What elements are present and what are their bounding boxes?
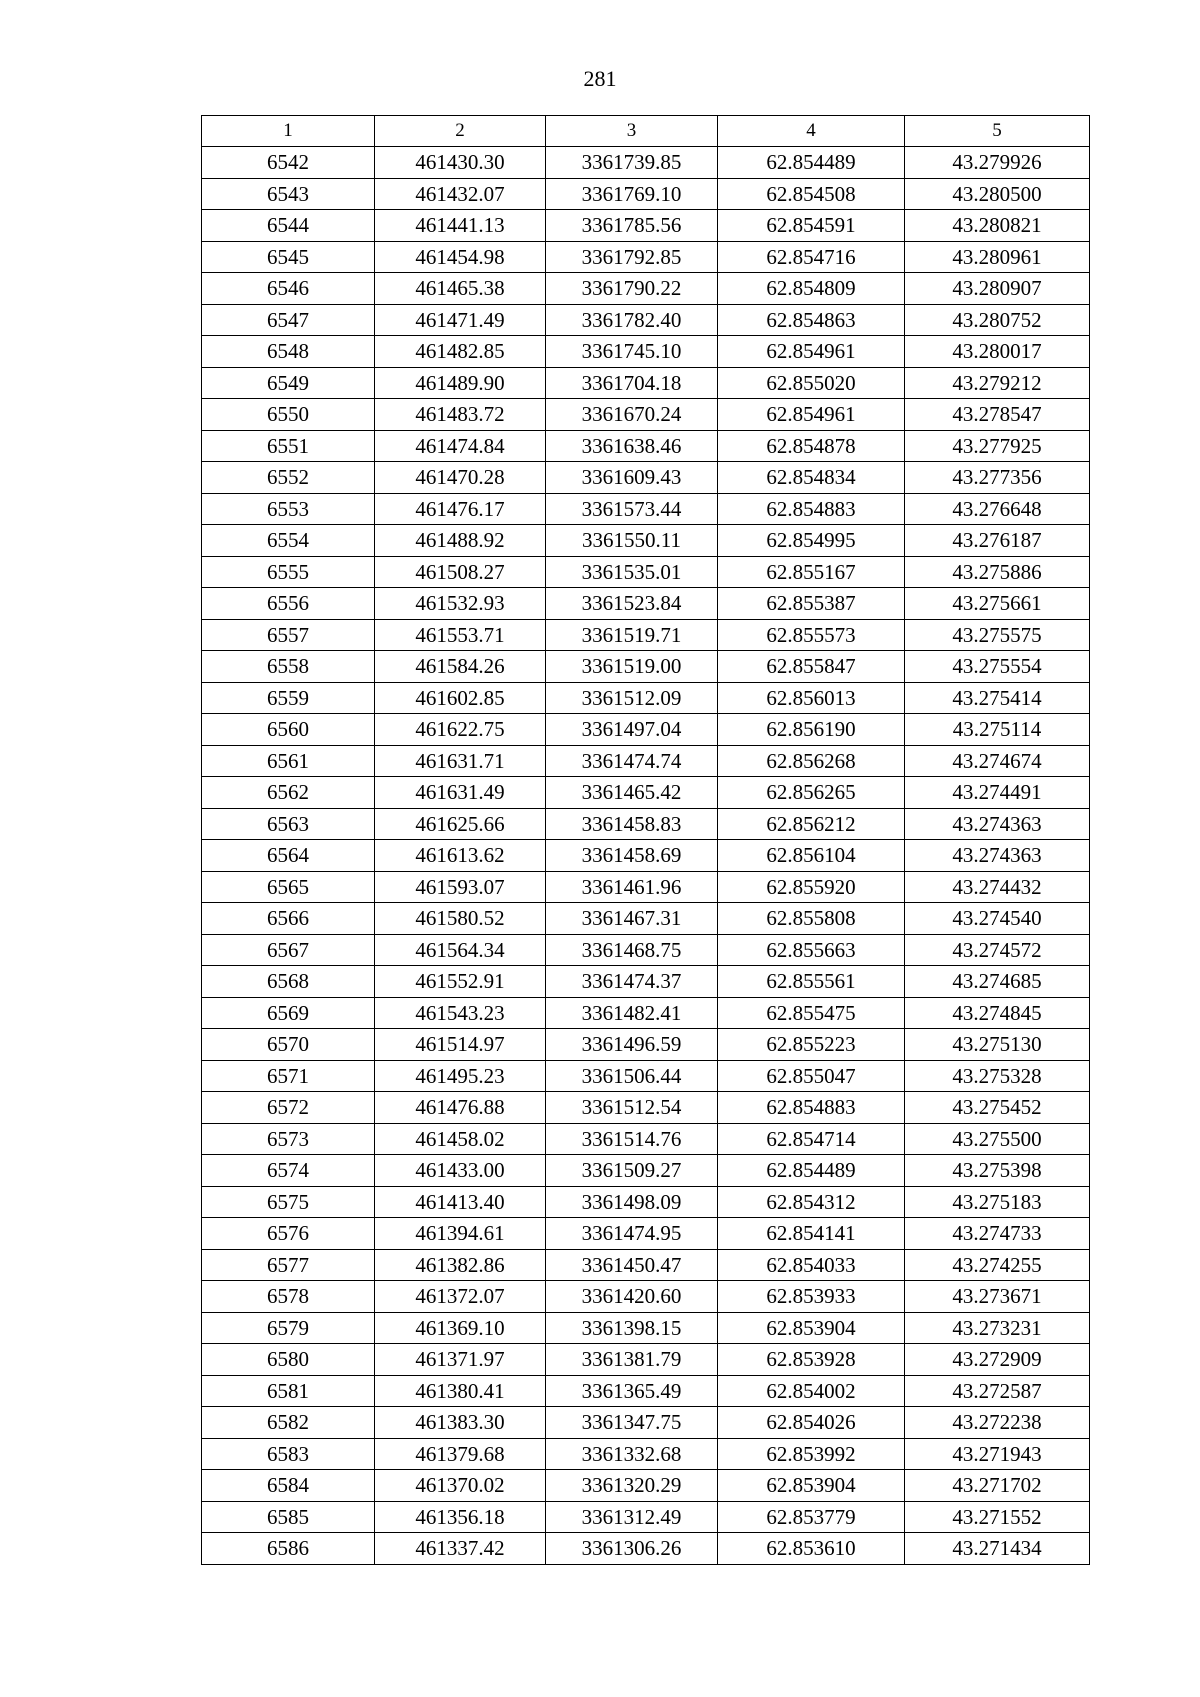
table-cell-col-1: 6549 — [202, 367, 375, 399]
table-cell-col-4: 62.854026 — [718, 1407, 905, 1439]
table-cell-col-5: 43.273231 — [905, 1312, 1090, 1344]
table-row — [202, 651, 1090, 683]
table-row — [202, 1092, 1090, 1124]
table-row — [202, 273, 1090, 305]
table-cell-col-1: 6543 — [202, 178, 375, 210]
table-row — [202, 210, 1090, 242]
table-cell-col-2: 461465.38 — [375, 273, 546, 305]
table-cell-col-2: 461613.62 — [375, 840, 546, 872]
table-cell-col-1: 6579 — [202, 1312, 375, 1344]
table-cell-col-2: 461514.97 — [375, 1029, 546, 1061]
table-row — [202, 1218, 1090, 1250]
table-cell-col-4: 62.854834 — [718, 462, 905, 494]
table-cell-col-2: 461337.42 — [375, 1533, 546, 1565]
table-cell-col-2: 461441.13 — [375, 210, 546, 242]
table-cell-col-2: 461371.97 — [375, 1344, 546, 1376]
table-cell-col-4: 62.854961 — [718, 336, 905, 368]
table-cell-col-4: 62.853933 — [718, 1281, 905, 1313]
table-row — [202, 1186, 1090, 1218]
table-cell-col-1: 6578 — [202, 1281, 375, 1313]
table-cell-col-1: 6577 — [202, 1249, 375, 1281]
table-cell-col-2: 461432.07 — [375, 178, 546, 210]
table-cell-col-3: 3361332.68 — [546, 1438, 718, 1470]
table-cell-col-1: 6576 — [202, 1218, 375, 1250]
table-cell-col-3: 3361468.75 — [546, 934, 718, 966]
table-cell-col-4: 62.854883 — [718, 1092, 905, 1124]
table-cell-col-5: 43.275398 — [905, 1155, 1090, 1187]
table-cell-col-4: 62.854508 — [718, 178, 905, 210]
table-cell-col-2: 461532.93 — [375, 588, 546, 620]
column-header-3: 3 — [546, 116, 718, 147]
table-cell-col-4: 62.855223 — [718, 1029, 905, 1061]
table-row — [202, 966, 1090, 998]
table-cell-col-5: 43.280821 — [905, 210, 1090, 242]
table-cell-col-5: 43.276187 — [905, 525, 1090, 557]
table-row — [202, 777, 1090, 809]
table-cell-col-5: 43.274845 — [905, 997, 1090, 1029]
table-row — [202, 1060, 1090, 1092]
table-body — [202, 147, 1090, 1565]
table-cell-col-4: 62.856212 — [718, 808, 905, 840]
table-row — [202, 430, 1090, 462]
table-row — [202, 619, 1090, 651]
table-cell-col-1: 6570 — [202, 1029, 375, 1061]
table-cell-col-3: 3361498.09 — [546, 1186, 718, 1218]
table-cell-col-4: 62.856190 — [718, 714, 905, 746]
table-cell-col-2: 461382.86 — [375, 1249, 546, 1281]
table-cell-col-2: 461454.98 — [375, 241, 546, 273]
table-cell-col-4: 62.854995 — [718, 525, 905, 557]
table-cell-col-1: 6575 — [202, 1186, 375, 1218]
header-row — [202, 116, 1090, 147]
table-cell-col-1: 6573 — [202, 1123, 375, 1155]
table-cell-col-4: 62.854033 — [718, 1249, 905, 1281]
table-cell-col-1: 6551 — [202, 430, 375, 462]
table-cell-col-5: 43.274674 — [905, 745, 1090, 777]
table-row — [202, 178, 1090, 210]
table-cell-col-3: 3361465.42 — [546, 777, 718, 809]
table-row — [202, 682, 1090, 714]
table-cell-col-1: 6567 — [202, 934, 375, 966]
table-row — [202, 1344, 1090, 1376]
column-header-1: 1 — [202, 116, 375, 147]
table-row — [202, 1029, 1090, 1061]
table-cell-col-1: 6582 — [202, 1407, 375, 1439]
table-cell-col-1: 6585 — [202, 1501, 375, 1533]
table-cell-col-2: 461584.26 — [375, 651, 546, 683]
table-cell-col-5: 43.274540 — [905, 903, 1090, 935]
table-cell-col-3: 3361792.85 — [546, 241, 718, 273]
table-cell-col-3: 3361474.74 — [546, 745, 718, 777]
table-cell-col-1: 6554 — [202, 525, 375, 557]
table-cell-col-4: 62.856013 — [718, 682, 905, 714]
table-cell-col-1: 6558 — [202, 651, 375, 683]
table-cell-col-3: 3361670.24 — [546, 399, 718, 431]
table-cell-col-4: 62.854863 — [718, 304, 905, 336]
table-cell-col-5: 43.275183 — [905, 1186, 1090, 1218]
table-cell-col-1: 6556 — [202, 588, 375, 620]
table-cell-col-1: 6565 — [202, 871, 375, 903]
table-row — [202, 525, 1090, 557]
table-row — [202, 1155, 1090, 1187]
table-cell-col-3: 3361458.83 — [546, 808, 718, 840]
table-cell-col-1: 6546 — [202, 273, 375, 305]
table-cell-col-2: 461430.30 — [375, 147, 546, 179]
table-cell-col-3: 3361506.44 — [546, 1060, 718, 1092]
table-cell-col-5: 43.280500 — [905, 178, 1090, 210]
table-cell-col-2: 461372.07 — [375, 1281, 546, 1313]
table-cell-col-4: 62.854961 — [718, 399, 905, 431]
table-cell-col-5: 43.277356 — [905, 462, 1090, 494]
table-cell-col-1: 6572 — [202, 1092, 375, 1124]
table-cell-col-5: 43.274432 — [905, 871, 1090, 903]
table-cell-col-1: 6583 — [202, 1438, 375, 1470]
table-cell-col-3: 3361497.04 — [546, 714, 718, 746]
table-cell-col-3: 3361512.54 — [546, 1092, 718, 1124]
table-cell-col-1: 6557 — [202, 619, 375, 651]
table-cell-col-5: 43.274733 — [905, 1218, 1090, 1250]
table-header — [202, 116, 1090, 147]
table-cell-col-1: 6560 — [202, 714, 375, 746]
table-cell-col-2: 461580.52 — [375, 903, 546, 935]
table-cell-col-5: 43.275575 — [905, 619, 1090, 651]
table-row — [202, 1312, 1090, 1344]
table-cell-col-2: 461383.30 — [375, 1407, 546, 1439]
table-cell-col-2: 461471.49 — [375, 304, 546, 336]
table-cell-col-2: 461394.61 — [375, 1218, 546, 1250]
table-cell-col-4: 62.854489 — [718, 147, 905, 179]
table-cell-col-2: 461379.68 — [375, 1438, 546, 1470]
table-cell-col-2: 461380.41 — [375, 1375, 546, 1407]
table-cell-col-4: 62.853904 — [718, 1470, 905, 1502]
table-cell-col-5: 43.272238 — [905, 1407, 1090, 1439]
table-row — [202, 714, 1090, 746]
table-cell-col-4: 62.855561 — [718, 966, 905, 998]
table-cell-col-4: 62.855663 — [718, 934, 905, 966]
table-row — [202, 493, 1090, 525]
table-row — [202, 462, 1090, 494]
table-row — [202, 1281, 1090, 1313]
table-cell-col-3: 3361745.10 — [546, 336, 718, 368]
table-row — [202, 399, 1090, 431]
column-header-2: 2 — [375, 116, 546, 147]
table-cell-col-3: 3361550.11 — [546, 525, 718, 557]
table-row — [202, 336, 1090, 368]
table-cell-col-3: 3361523.84 — [546, 588, 718, 620]
table-cell-col-4: 62.853779 — [718, 1501, 905, 1533]
table-cell-col-2: 461631.71 — [375, 745, 546, 777]
table-cell-col-4: 62.854809 — [718, 273, 905, 305]
table-cell-col-2: 461631.49 — [375, 777, 546, 809]
table-row — [202, 840, 1090, 872]
table-cell-col-1: 6568 — [202, 966, 375, 998]
table-cell-col-3: 3361514.76 — [546, 1123, 718, 1155]
table-cell-col-4: 62.856265 — [718, 777, 905, 809]
table-cell-col-3: 3361474.95 — [546, 1218, 718, 1250]
table-row — [202, 556, 1090, 588]
table-row — [202, 1123, 1090, 1155]
table-cell-col-3: 3361312.49 — [546, 1501, 718, 1533]
table-cell-col-5: 43.280017 — [905, 336, 1090, 368]
table-cell-col-5: 43.277925 — [905, 430, 1090, 462]
table-row — [202, 1438, 1090, 1470]
table-cell-col-5: 43.275500 — [905, 1123, 1090, 1155]
table-cell-col-5: 43.275328 — [905, 1060, 1090, 1092]
table-cell-col-3: 3361306.26 — [546, 1533, 718, 1565]
table-cell-col-2: 461482.85 — [375, 336, 546, 368]
table-cell-col-1: 6561 — [202, 745, 375, 777]
table-cell-col-4: 62.854489 — [718, 1155, 905, 1187]
table-cell-col-5: 43.280752 — [905, 304, 1090, 336]
table-cell-col-2: 461622.75 — [375, 714, 546, 746]
table-cell-col-4: 62.855167 — [718, 556, 905, 588]
table-cell-col-4: 62.855847 — [718, 651, 905, 683]
table-cell-col-1: 6586 — [202, 1533, 375, 1565]
table-cell-col-5: 43.275661 — [905, 588, 1090, 620]
table-cell-col-3: 3361739.85 — [546, 147, 718, 179]
table-row — [202, 241, 1090, 273]
table-row — [202, 934, 1090, 966]
table-cell-col-1: 6552 — [202, 462, 375, 494]
table-cell-col-5: 43.272587 — [905, 1375, 1090, 1407]
table-cell-col-3: 3361769.10 — [546, 178, 718, 210]
table-cell-col-2: 461489.90 — [375, 367, 546, 399]
table-cell-col-1: 6545 — [202, 241, 375, 273]
table-cell-col-3: 3361512.09 — [546, 682, 718, 714]
table-cell-col-5: 43.275114 — [905, 714, 1090, 746]
table-cell-col-3: 3361482.41 — [546, 997, 718, 1029]
table-cell-col-1: 6563 — [202, 808, 375, 840]
table-cell-col-3: 3361535.01 — [546, 556, 718, 588]
table-cell-col-4: 62.856268 — [718, 745, 905, 777]
table-cell-col-1: 6553 — [202, 493, 375, 525]
table-cell-col-5: 43.275554 — [905, 651, 1090, 683]
page-number: 281 — [583, 66, 617, 91]
table-cell-col-5: 43.274363 — [905, 840, 1090, 872]
table-cell-col-4: 62.854714 — [718, 1123, 905, 1155]
table-cell-col-1: 6547 — [202, 304, 375, 336]
table-cell-col-3: 3361467.31 — [546, 903, 718, 935]
table-cell-col-3: 3361320.29 — [546, 1470, 718, 1502]
table-cell-col-3: 3361461.96 — [546, 871, 718, 903]
table-cell-col-1: 6566 — [202, 903, 375, 935]
table-cell-col-5: 43.280961 — [905, 241, 1090, 273]
table-cell-col-2: 461470.28 — [375, 462, 546, 494]
table-cell-col-2: 461483.72 — [375, 399, 546, 431]
table-cell-col-5: 43.279212 — [905, 367, 1090, 399]
table-cell-col-4: 62.854883 — [718, 493, 905, 525]
column-header-4: 4 — [718, 116, 905, 147]
table-cell-col-2: 461356.18 — [375, 1501, 546, 1533]
table-cell-col-5: 43.271702 — [905, 1470, 1090, 1502]
table-cell-col-5: 43.275452 — [905, 1092, 1090, 1124]
table-row — [202, 1407, 1090, 1439]
table-cell-col-4: 62.854878 — [718, 430, 905, 462]
table-cell-col-5: 43.274491 — [905, 777, 1090, 809]
table-cell-col-3: 3361474.37 — [546, 966, 718, 998]
table-cell-col-5: 43.276648 — [905, 493, 1090, 525]
table-cell-col-2: 461495.23 — [375, 1060, 546, 1092]
table-cell-col-1: 6548 — [202, 336, 375, 368]
table-cell-col-4: 62.856104 — [718, 840, 905, 872]
table-row — [202, 1533, 1090, 1565]
table-cell-col-2: 461488.92 — [375, 525, 546, 557]
table-cell-col-2: 461552.91 — [375, 966, 546, 998]
table-cell-col-2: 461553.71 — [375, 619, 546, 651]
table-cell-col-1: 6569 — [202, 997, 375, 1029]
table-cell-col-3: 3361509.27 — [546, 1155, 718, 1187]
table-cell-col-5: 43.278547 — [905, 399, 1090, 431]
table-cell-col-4: 62.853904 — [718, 1312, 905, 1344]
table-cell-col-1: 6550 — [202, 399, 375, 431]
table-cell-col-4: 62.855475 — [718, 997, 905, 1029]
table-row — [202, 997, 1090, 1029]
table-cell-col-4: 62.854312 — [718, 1186, 905, 1218]
table-row — [202, 588, 1090, 620]
table-cell-col-4: 62.853610 — [718, 1533, 905, 1565]
table-cell-col-4: 62.854716 — [718, 241, 905, 273]
table-cell-col-5: 43.271434 — [905, 1533, 1090, 1565]
table-cell-col-5: 43.280907 — [905, 273, 1090, 305]
table-cell-col-3: 3361785.56 — [546, 210, 718, 242]
table-cell-col-3: 3361790.22 — [546, 273, 718, 305]
table-cell-col-1: 6574 — [202, 1155, 375, 1187]
table-cell-col-4: 62.853928 — [718, 1344, 905, 1376]
table-cell-col-1: 6581 — [202, 1375, 375, 1407]
table-cell-col-5: 43.274685 — [905, 966, 1090, 998]
table-cell-col-1: 6544 — [202, 210, 375, 242]
table-cell-col-1: 6559 — [202, 682, 375, 714]
table-cell-col-2: 461370.02 — [375, 1470, 546, 1502]
table-cell-col-2: 461458.02 — [375, 1123, 546, 1155]
table-cell-col-4: 62.854591 — [718, 210, 905, 242]
table-cell-col-1: 6562 — [202, 777, 375, 809]
column-header-5: 5 — [905, 116, 1090, 147]
table-cell-col-1: 6555 — [202, 556, 375, 588]
table-row — [202, 808, 1090, 840]
table-cell-col-2: 461433.00 — [375, 1155, 546, 1187]
table-cell-col-1: 6580 — [202, 1344, 375, 1376]
table-cell-col-5: 43.272909 — [905, 1344, 1090, 1376]
table-cell-col-5: 43.271552 — [905, 1501, 1090, 1533]
table-row — [202, 1470, 1090, 1502]
table-cell-col-3: 3361573.44 — [546, 493, 718, 525]
table-cell-col-4: 62.854141 — [718, 1218, 905, 1250]
table-cell-col-3: 3361420.60 — [546, 1281, 718, 1313]
table-cell-col-2: 461413.40 — [375, 1186, 546, 1218]
table-cell-col-5: 43.275414 — [905, 682, 1090, 714]
table-cell-col-1: 6584 — [202, 1470, 375, 1502]
table-cell-col-3: 3361398.15 — [546, 1312, 718, 1344]
table-cell-col-2: 461476.17 — [375, 493, 546, 525]
table-cell-col-2: 461543.23 — [375, 997, 546, 1029]
table-row — [202, 1375, 1090, 1407]
table-cell-col-1: 6542 — [202, 147, 375, 179]
table-cell-col-4: 62.855020 — [718, 367, 905, 399]
table-cell-col-1: 6564 — [202, 840, 375, 872]
table-cell-col-5: 43.274255 — [905, 1249, 1090, 1281]
table-cell-col-4: 62.855047 — [718, 1060, 905, 1092]
table-row — [202, 871, 1090, 903]
table-cell-col-4: 62.855920 — [718, 871, 905, 903]
table-cell-col-3: 3361496.59 — [546, 1029, 718, 1061]
table-cell-col-5: 43.279926 — [905, 147, 1090, 179]
table-row — [202, 1249, 1090, 1281]
table-row — [202, 304, 1090, 336]
table-cell-col-5: 43.274572 — [905, 934, 1090, 966]
table-cell-col-2: 461564.34 — [375, 934, 546, 966]
table-cell-col-3: 3361609.43 — [546, 462, 718, 494]
table-row — [202, 1501, 1090, 1533]
table-cell-col-3: 3361381.79 — [546, 1344, 718, 1376]
table-cell-col-1: 6571 — [202, 1060, 375, 1092]
table-cell-col-4: 62.855573 — [718, 619, 905, 651]
table-cell-col-2: 461369.10 — [375, 1312, 546, 1344]
table-cell-col-2: 461625.66 — [375, 808, 546, 840]
table-cell-col-4: 62.855387 — [718, 588, 905, 620]
table-cell-col-3: 3361782.40 — [546, 304, 718, 336]
table-row — [202, 745, 1090, 777]
table-row — [202, 367, 1090, 399]
table-cell-col-5: 43.275886 — [905, 556, 1090, 588]
table-cell-col-3: 3361347.75 — [546, 1407, 718, 1439]
table-cell-col-4: 62.855808 — [718, 903, 905, 935]
table-cell-col-2: 461476.88 — [375, 1092, 546, 1124]
table-cell-col-2: 461508.27 — [375, 556, 546, 588]
coordinates-table — [201, 115, 1090, 1565]
table-cell-col-3: 3361638.46 — [546, 430, 718, 462]
table-cell-col-3: 3361704.18 — [546, 367, 718, 399]
table-cell-col-3: 3361519.00 — [546, 651, 718, 683]
table-cell-col-4: 62.854002 — [718, 1375, 905, 1407]
table-cell-col-5: 43.274363 — [905, 808, 1090, 840]
table-row — [202, 903, 1090, 935]
table-cell-col-2: 461593.07 — [375, 871, 546, 903]
table-cell-col-3: 3361519.71 — [546, 619, 718, 651]
table-row — [202, 147, 1090, 179]
table-cell-col-5: 43.273671 — [905, 1281, 1090, 1313]
table-cell-col-3: 3361365.49 — [546, 1375, 718, 1407]
table-cell-col-3: 3361450.47 — [546, 1249, 718, 1281]
table-cell-col-2: 461474.84 — [375, 430, 546, 462]
table-cell-col-5: 43.275130 — [905, 1029, 1090, 1061]
table-cell-col-3: 3361458.69 — [546, 840, 718, 872]
table-cell-col-5: 43.271943 — [905, 1438, 1090, 1470]
table-cell-col-2: 461602.85 — [375, 682, 546, 714]
table-cell-col-4: 62.853992 — [718, 1438, 905, 1470]
